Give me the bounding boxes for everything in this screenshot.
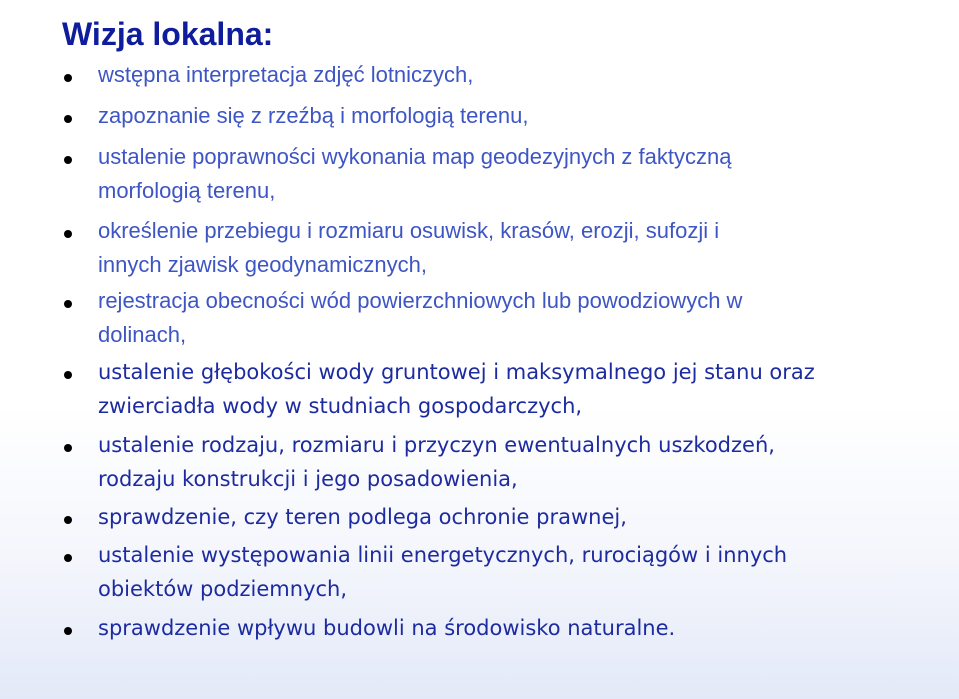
bullet-icon xyxy=(64,230,72,238)
list-item-text: ustalenie występowania linii energetycznych, rurociągów i innych obiektów podziemnych, xyxy=(98,543,788,601)
bullet-icon xyxy=(64,554,72,562)
list-item xyxy=(58,284,943,352)
bullet-icon xyxy=(64,115,72,123)
bullet-icon xyxy=(64,300,72,308)
list-item-text: ustalenie głębokości wody gruntowej i maksymalnego jej stanu oraz zwierciadła wody w studniach gospodarczych, xyxy=(98,360,815,418)
bullet-icon xyxy=(64,156,72,164)
list-item-text: określenie przebiegu i rozmiaru osuwisk, krasów, erozji, sufozji i innych zjawisk geodynamicznych, xyxy=(98,218,720,277)
bullet-icon xyxy=(64,516,72,524)
list-item-text: sprawdzenie, czy teren podlega ochronie prawnej, xyxy=(98,505,627,529)
list-item xyxy=(58,538,943,606)
list-item xyxy=(58,355,943,423)
slide-title: Wizja lokalna: xyxy=(62,16,274,52)
list-item-text: rejestracja obecności wód powierzchniowych lub powodziowych w dolinach, xyxy=(98,288,743,347)
list-item xyxy=(58,99,943,133)
list-item-text: zapoznanie się z rzeźbą i morfologią terenu, xyxy=(98,103,529,128)
list-item-text: ustalenie rodzaju, rozmiaru i przyczyn ewentualnych uszkodzeń, rodzaju konstrukcji i jego posadowienia, xyxy=(98,433,775,491)
list-item-text: ustalenie poprawności wykonania map geodezyjnych z faktyczną morfologią terenu, xyxy=(98,144,732,203)
list-item-text: sprawdzenie wpływu budowli na środowisko naturalne. xyxy=(98,616,676,640)
list-item xyxy=(58,58,943,92)
list-item-text: wstępna interpretacja zdjęć lotniczych, xyxy=(98,62,474,87)
list-item xyxy=(58,500,943,534)
bullet-icon xyxy=(64,627,72,635)
bullet-icon xyxy=(64,371,72,379)
list-item xyxy=(58,214,943,282)
list-item xyxy=(58,611,943,645)
list-item xyxy=(58,428,943,496)
bullet-icon xyxy=(64,74,72,82)
bullet-icon xyxy=(64,444,72,452)
list-item xyxy=(58,140,943,208)
